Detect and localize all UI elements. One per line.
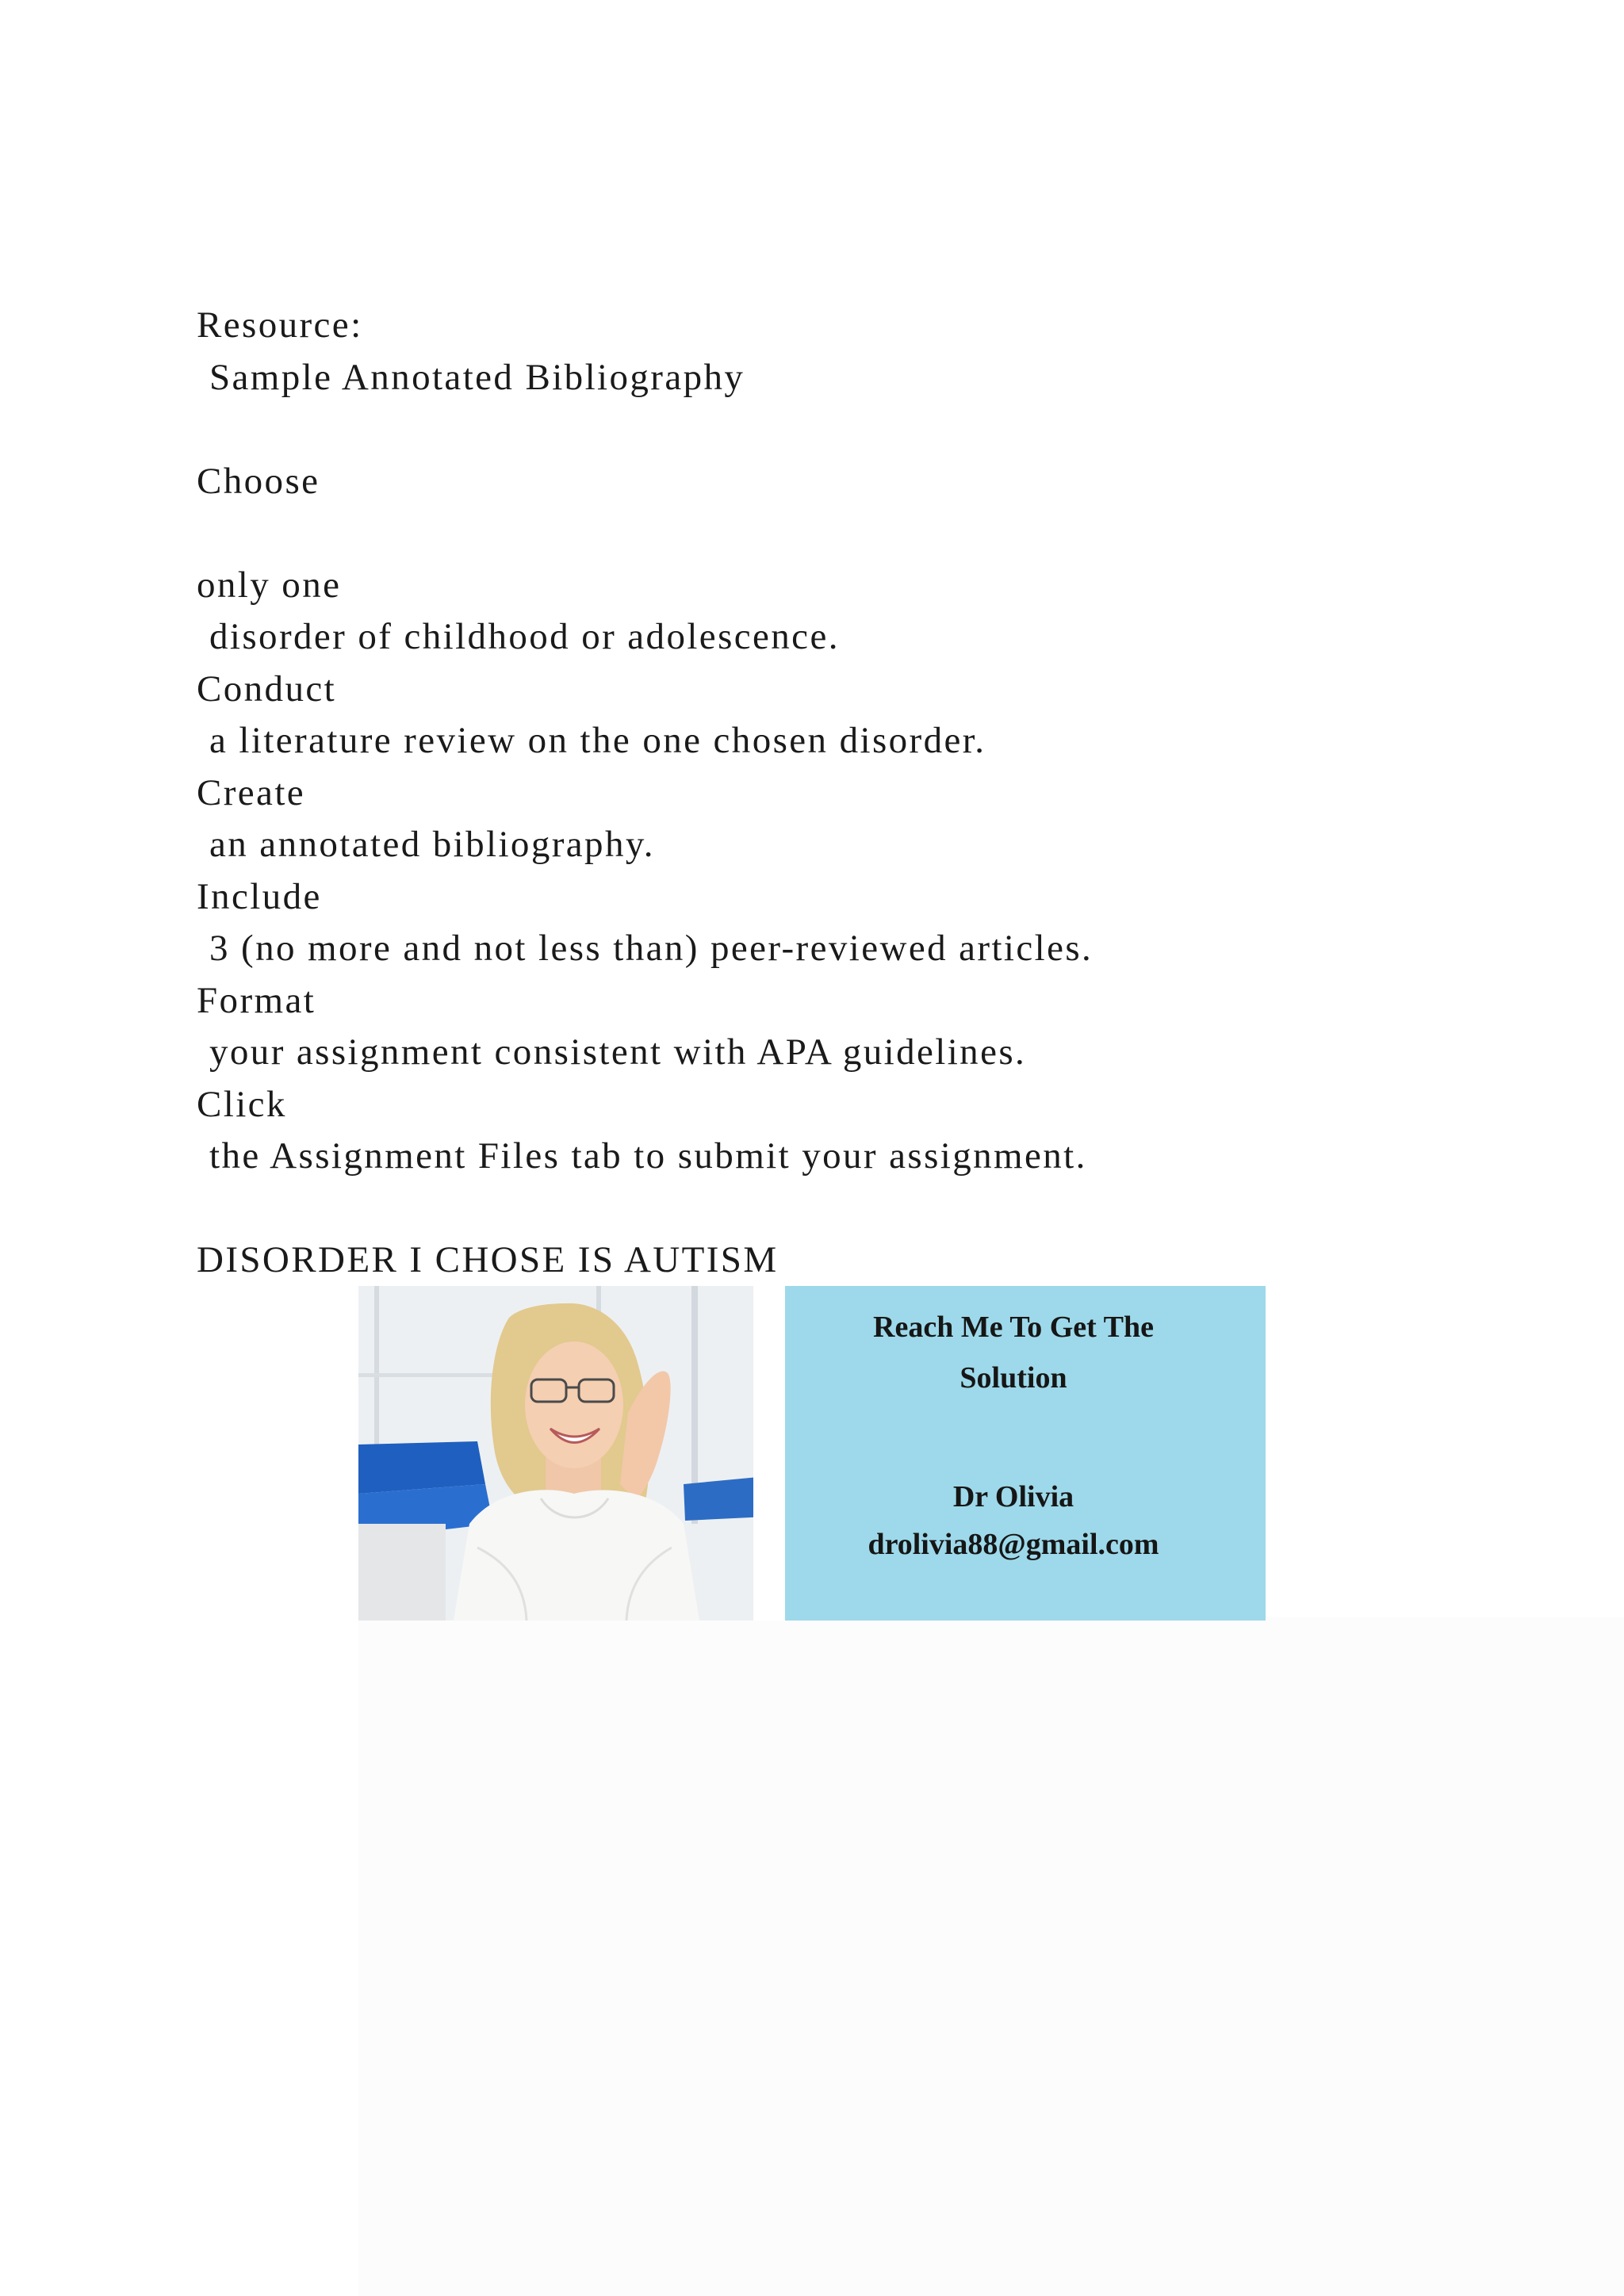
- photo-illustration: [358, 1286, 783, 1621]
- page-shade: [358, 1617, 1624, 2296]
- instruction-text: disorder of childhood or adolescence.: [209, 616, 840, 657]
- instruction-verb-conduct: Conduct: [197, 668, 337, 710]
- contact-email[interactable]: drolivia88@gmail.com: [868, 1528, 1159, 1561]
- woman-with-glasses-photo: [358, 1286, 783, 1621]
- banner-headline-continued: Solution: [959, 1361, 1067, 1395]
- instruction-verb-choose: Choose: [197, 460, 320, 502]
- instruction-verb-include: Include: [197, 875, 322, 917]
- blank-line: [197, 1183, 1465, 1235]
- instruction-text: a literature review on the one chosen disorder.: [209, 720, 986, 761]
- blank-line: [197, 404, 1465, 456]
- instruction-verb-create: Create: [197, 771, 306, 813]
- contact-name: Dr Olivia: [952, 1480, 1074, 1513]
- blank-line: [197, 507, 1465, 560]
- resource-label: Resource:: [197, 304, 363, 346]
- instruction-verb-click: Click: [197, 1083, 287, 1125]
- banner-headline: Reach Me To Get The: [873, 1311, 1154, 1344]
- chosen-disorder: DISORDER I CHOSE IS AUTISM: [197, 1239, 779, 1280]
- assignment-text: [197, 300, 1465, 1287]
- instruction-text: your assignment consistent with APA guidelines.: [209, 1031, 1027, 1073]
- instruction-emphasis: only one: [197, 564, 342, 606]
- instruction-text: the Assignment Files tab to submit your assignment.: [209, 1135, 1087, 1177]
- instruction-verb-format: Format: [197, 979, 316, 1021]
- resource-title: Sample Annotated Bibliography: [209, 356, 745, 398]
- instruction-text: an annotated bibliography.: [209, 824, 655, 865]
- contact-banner: [358, 1286, 1266, 1621]
- instruction-text: 3 (no more and not less than) peer-reviewed articles.: [209, 928, 1094, 969]
- banner-divider: [753, 1286, 783, 1621]
- contact-info-panel: [785, 1286, 1266, 1621]
